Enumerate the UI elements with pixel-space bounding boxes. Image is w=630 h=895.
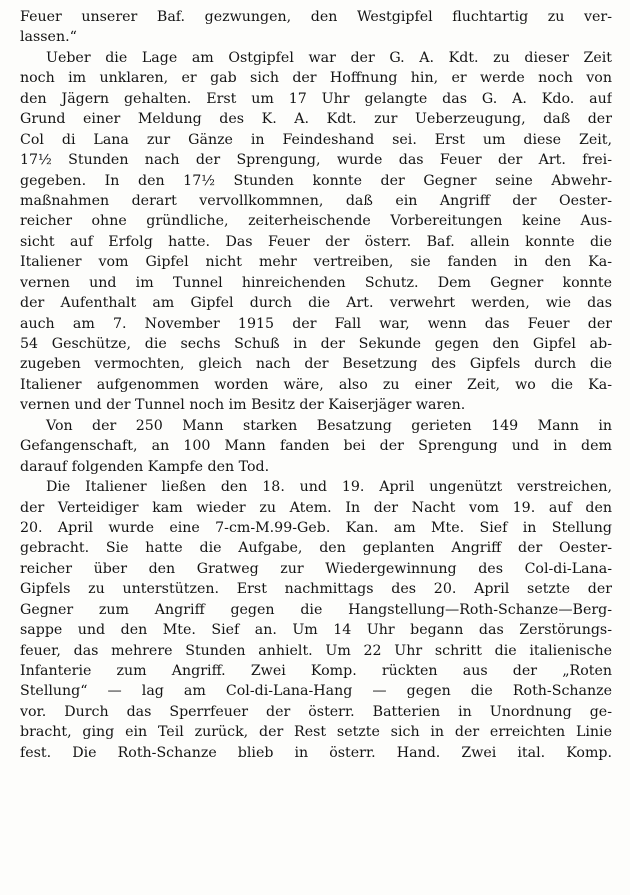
text-line: gebracht. Sie hatte die Aufgabe, den geplanten Angriff der Oester- xyxy=(20,540,612,557)
text-line: vernen und im Tunnel hinreichenden Schutz. Dem Gegner konnte xyxy=(20,274,612,291)
text-line: den Jägern gehalten. Erst um 17 Uhr gelangte das G. A. Kdo. auf xyxy=(20,90,612,107)
text-line: Gegner zum Angriff gegen die Hangstellung—Roth-Schanze—Berg- xyxy=(20,601,612,618)
text-line: gegeben. In den 17½ Stunden konnte der Gegner seine Abwehr- xyxy=(20,172,612,189)
text-line: sicht auf Erfolg hatte. Das Feuer der österr. Baf. allein konnte die xyxy=(20,233,612,250)
text-line: Italiener vom Gipfel nicht mehr vertreiben, sie fanden in den Ka- xyxy=(20,254,612,271)
paragraph-4 xyxy=(20,477,612,763)
text-line: Von der 250 Mann starken Besatzung gerieten 149 Mann in xyxy=(46,417,612,434)
text-line: Stellung“ — lag am Col-di-Lana-Hang — gegen die Roth-Schanze xyxy=(20,683,612,700)
text-line: maßnahmen derart vervollkommnen, daß ein Angriff der Oester- xyxy=(20,192,612,209)
text-line: Gipfels zu unterstützen. Erst nachmittags des 20. April setzte der xyxy=(20,581,612,598)
paragraph-2 xyxy=(20,48,612,416)
text-line: Gefangenschaft, an 100 Mann fanden bei der Sprengung und in dem xyxy=(20,438,612,455)
text-line: sappe und den Mte. Sief an. Um 14 Uhr begann das Zerstörungs- xyxy=(20,622,612,639)
text-line: bracht, ging ein Teil zurück, der Rest setzte sich in der erreichten Linie xyxy=(20,724,612,741)
text-line: lassen.“ xyxy=(20,29,77,46)
text-line: Col di Lana zur Gänze in Feindeshand sei. Erst um diese Zeit, xyxy=(20,131,612,148)
text-line: Ueber die Lage am Ostgipfel war der G. A. Kdt. zu dieser Zeit xyxy=(46,49,612,66)
text-line: Italiener aufgenommen worden wäre, also zu einer Zeit, wo die Ka- xyxy=(20,376,612,393)
text-line: noch im unklaren, er gab sich der Hoffnung hin, er werde noch von xyxy=(20,70,612,87)
text-line: vor. Durch das Sperrfeuer der österr. Batterien in Unordnung ge- xyxy=(20,703,612,720)
text-line: 54 Geschütze, die sechs Schuß in der Sekunde gegen den Gipfel ab- xyxy=(20,336,612,352)
paragraph-3 xyxy=(20,416,612,477)
text-line: zugeben vermochten, gleich nach der Besetzung des Gipfels durch die xyxy=(20,356,612,373)
text-line: der Aufenthalt am Gipfel durch die Art. verwehrt werden, wie das xyxy=(20,295,612,312)
text-line: feuer, das mehrere Stunden anhielt. Um 22 Uhr schritt die italienische xyxy=(20,642,612,659)
text-line: 17½ Stunden nach der Sprengung, wurde das Feuer der Art. frei- xyxy=(20,152,612,169)
text-line: der Verteidiger kam wieder zu Atem. In der Nacht vom 19. auf den xyxy=(20,499,612,516)
text-line: Die Italiener ließen den 18. und 19. April ungenützt verstreichen, xyxy=(46,479,612,496)
text-line: fest. Die Roth-Schanze blieb in österr. Hand. Zwei ital. Komp. xyxy=(20,744,612,761)
text-line: Infanterie zum Angriff. Zwei Komp. rückten aus der „Roten xyxy=(20,663,612,679)
text-line: darauf folgenden Kampfe den Tod. xyxy=(20,458,270,475)
paragraph-1 xyxy=(20,7,612,48)
text-line: vernen und der Tunnel noch im Besitz der Kaiserjäger waren. xyxy=(20,397,466,414)
text-line: 20. April wurde eine 7-cm-M.99-Geb. Kan. am Mte. Sief in Stellung xyxy=(20,519,612,536)
text-line: Feuer unserer Baf. gezwungen, den Westgipfel fluchtartig zu ver- xyxy=(20,9,612,25)
text-line: auch am 7. November 1915 der Fall war, wenn das Feuer der xyxy=(20,315,612,332)
text-line: Grund einer Meldung des K. A. Kdt. zur Ueberzeugung, daß der xyxy=(20,111,612,128)
text-line: reicher ohne gründliche, zeiterheischende Vorbereitungen keine Aus- xyxy=(20,213,612,230)
text-line: reicher über den Gratweg zur Wiedergewinnung des Col-di-Lana- xyxy=(20,560,612,577)
